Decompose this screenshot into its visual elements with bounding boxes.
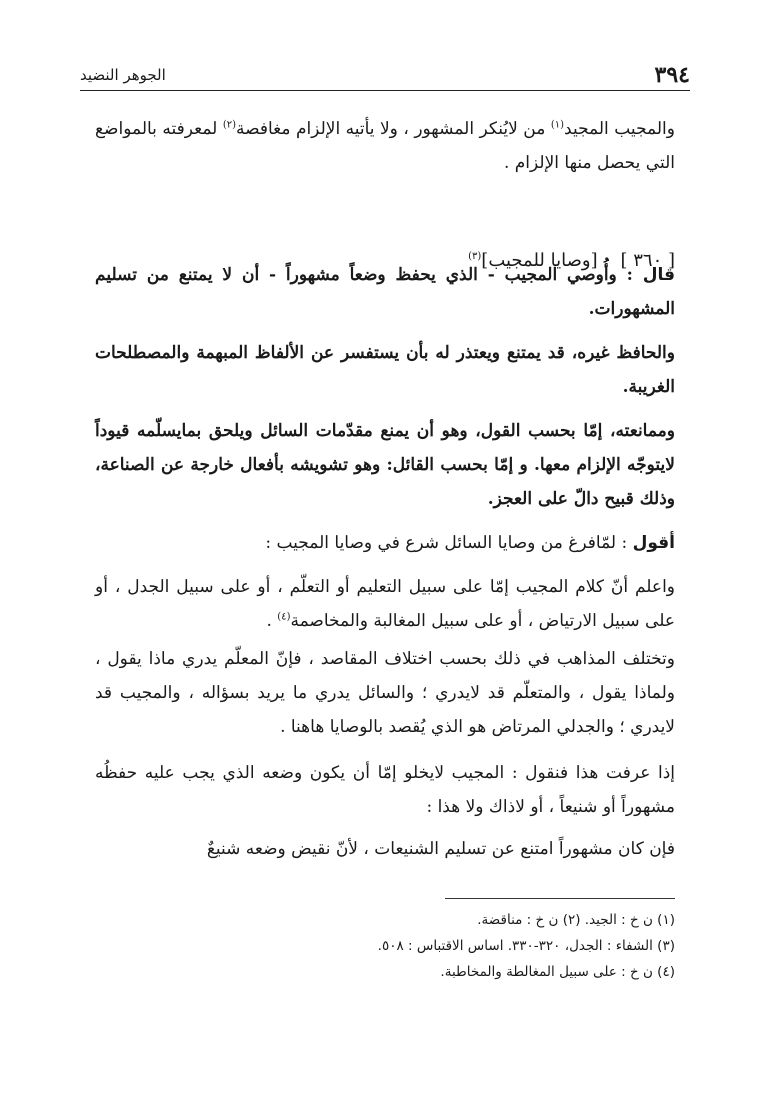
p1-mid: من لايُنكر المشهور ، ولا يأتيه الإلزام مغافصة (236, 119, 551, 139)
paragraph-9: فإن كان مشهوراً امتنع عن تسليم الشنيعات ، لأنّ نقيض وضعه شنيعٌ (206, 839, 675, 859)
footnote-3: (٣) الشفاء : الجدل، ٣٢٠-٣٣٠. اساس الاقتباس : ٥٠٨. (377, 938, 675, 954)
footnote-4: (٤) ن خ : على سبيل المغالطة والمخاطبة. (440, 964, 675, 980)
p6-text: واعلم أنّ كلام المجيب إمّا على سبيل التعليم أو التعلّم ، أو على سبيل الجدل ، أو على سبيل الارتياض ، أو على سبيل المغالبة والمخاصمة (95, 577, 675, 631)
p1-lead: والمجيب المجيد (564, 119, 675, 139)
footnote-ref-2[interactable]: (٢) (222, 119, 236, 131)
footnote-ref-1[interactable]: (١) (550, 119, 565, 131)
paragraph-1 (95, 112, 675, 180)
section-number: [ ٣٦٠ ] (620, 250, 675, 271)
page-header (80, 58, 690, 91)
footnote-ref-3[interactable]: (٣) (468, 251, 482, 262)
footnote-divider (445, 898, 675, 899)
paragraph-4: وممانعته، إمّا بحسب القول، وهو أن يمنع مقدّمات السائل ويلحق بمايسلّمه قيوداً لايتوجّه الإلزام معها. و إمّا بحسب القائل: وهو تشويشه بأفعال خارجة عن الصناعة، وذلك قبيح دالّ على العجز. (95, 421, 675, 509)
p2-text: : وأُوصي المجيب - الذي يحفظ وضعاً مشهوراً - أن لا يمتنع من تسليم المشهورات. (95, 265, 675, 319)
book-title: الجوهر النضيد (80, 66, 166, 84)
p1-tail: لمعرفته بالمواضع التي يحصل منها الإلزام . (95, 119, 675, 173)
p6-tail: . (266, 611, 278, 631)
page-number: ٣٩٤ (654, 62, 690, 88)
paragraph-7: وتختلف المذاهب في ذلك بحسب اختلاف المقاصد ، فإنّ المعلّم يدري ماذا يقول ، ولماذا يقول ، والمتعلّم قد لايدري ؛ والسائل يدري ما يريد بسؤاله ، والمجيب قد لايدري ؛ والجدلي المرتاض هو الذي يُقصد بالوصايا هاهنا . (95, 649, 675, 737)
keyword-aqulu: أقول (632, 533, 675, 553)
p5-text: : لمّافرغ من وصايا السائل شرع في وصايا المجيب : (265, 533, 633, 553)
paragraph-2 (95, 258, 675, 326)
paragraph-5 (95, 526, 675, 560)
paragraph-6 (95, 570, 675, 638)
paragraph-3: والحافظ غيره، قد يمتنع ويعتذر له بأن يستفسر عن الألفاظ المبهمة والمصطلحات الغريبة. (95, 343, 675, 397)
paragraph-8: إذا عرفت هذا فنقول : المجيب لايخلو إمّا أن يكون وضعه الذي يجب عليه حفظُه مشهوراً أو شنيعاً ، أو لاذاك ولا هذا : (95, 763, 675, 817)
keyword-qala: قال (642, 265, 675, 285)
section-title: [وصايا للمجيب] (481, 250, 598, 271)
footnote-1-2: (١) ن خ : الجيد. (٢) ن خ : مناقضة. (477, 912, 675, 928)
footnote-ref-4[interactable]: (٤) (277, 611, 291, 623)
